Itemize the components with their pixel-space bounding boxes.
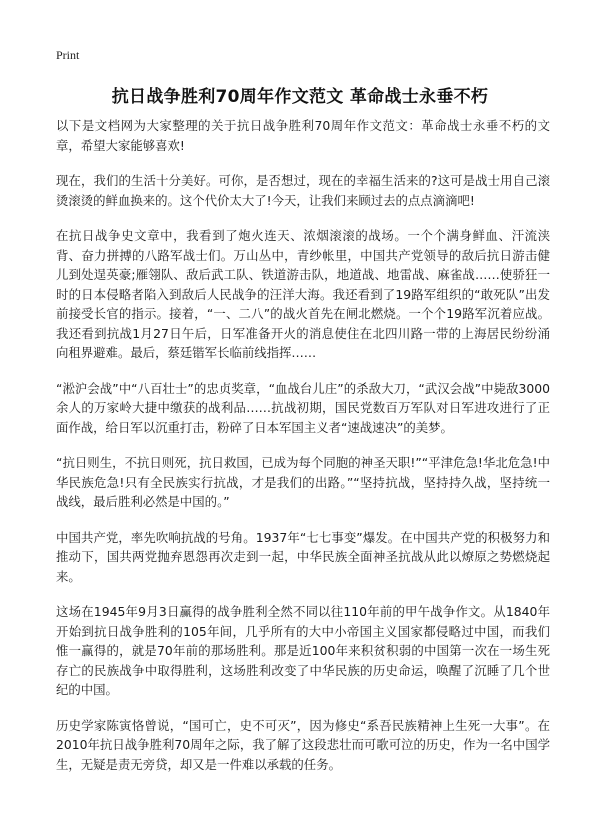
paragraph-2: 现在，我们的生活十分美好。可你，是否想过，现在的幸福生活来的?这可是战士用自己滚烫滚烫的鲜血换来的。这个代价太大了!今天，让我们来顾过去的点点滴滴吧!	[56, 173, 550, 208]
paragraph-4: “淞沪会战”中“八百壮士”的忠贞奖章，“血战台儿庄”的杀敌大刀，“武汉会战”中毙敌3000余人的万家岭大捷中缴获的战利品……抗战初期，国民党数百万军队对日军进攻进行了正面作战，给日军以沉重打击，粉碎了日本军国主义者“速战速决”的美梦。	[56, 380, 550, 435]
paragraph-8: 历史学家陈寅恪曾说，“国可亡，史不可灭”，因为修史“系吾民族精神上生死一大事”。在2010年抗日战争胜利70周年之际，我了解了这段悲壮而可歌可泣的历史，作为一名中国学生，无疑是责无旁贷，却又是一件难以承载的任务。	[56, 717, 550, 772]
article-body	[56, 116, 550, 790]
paragraph-3: 在抗日战争史文章中，我看到了炮火连天、浓烟滚滚的战场。一个个满身鲜血、汗流浃背、奋力拼搏的八路军战士们。万山丛中，青纱帐里，中国共产党领导的敌后抗日游击健儿到处逞英豪;雁翎队、敌后武工队、铁道游击队，地道战、地雷战、麻雀战……使骄狂一时的日本侵略者陷入到敌后人民战争的汪洋大海。我还看到了19路军组织的“敢死队”出发前接受长官的指示。接着，“一、二八”的战火首先在闸北燃烧。一个个19路军沉着应战。我还看到抗战1月27日午后，日军准备开火的消息使住在北四川路一带的上海居民纷纷涌向租界避难。最后，蔡廷锴军长临前线指挥……	[56, 228, 550, 360]
print-label[interactable]: Print	[56, 48, 80, 62]
paragraph-intro: 以下是文档网为大家整理的关于抗日战争胜利70周年作文范文：革命战士永垂不朽的文章，希望大家能够喜欢!	[56, 118, 550, 153]
paragraph-6: 中国共产党，率先吹响抗战的号角。1937年“七七事变”爆发。在中国共产党的积极努力和推动下，国共两党抛弃恩怨再次走到一起，中华民族全面神圣抗战从此以燎原之势燃烧起来。	[56, 529, 550, 584]
paragraph-5: “抗日则生，不抗日则死，抗日救国，已成为每个同胞的神圣天职!”“平津危急!华北危急!中华民族危急!只有全民族实行抗战，才是我们的出路。”“坚持抗战，坚持持久战，坚持统一战线，最后胜利必然是中国的。”	[56, 455, 550, 509]
paragraph-7: 这场在1945年9月3日赢得的战争胜利全然不同以往110年前的甲午战争作文。从1840年开始到抗日战争胜利的105年间，几乎所有的大中小帝国主义国家都侵略过中国，而我们惟一赢得的，就是70年前的那场胜利。那是近100年来积贫积弱的中国第一次在一场生死存亡的民族战争中取得胜利，这场胜利改变了中华民族的历史命运，唤醒了沉睡了几个世纪的中国。	[56, 604, 550, 697]
page-title: 抗日战争胜利70周年作文范文 革命战士永垂不朽	[111, 87, 489, 107]
